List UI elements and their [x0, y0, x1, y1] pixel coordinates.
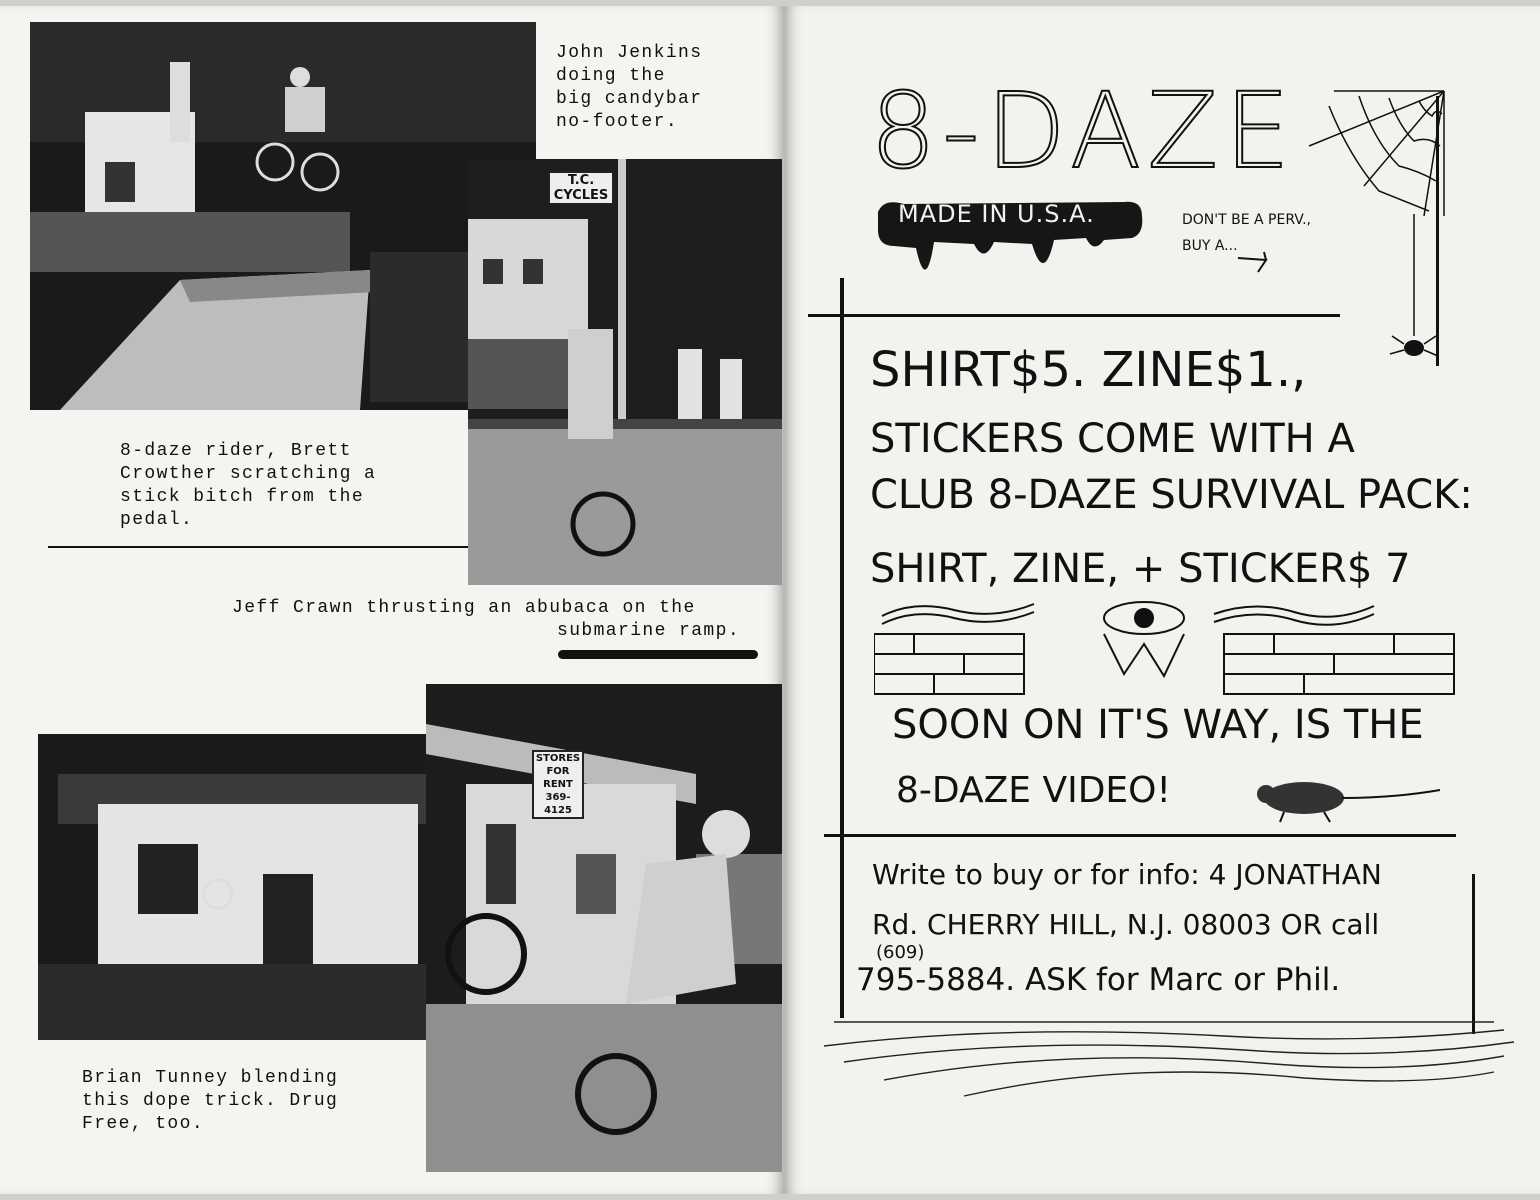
offer-line-4: SHIRT, ZINE, + STICKER$ 7: [870, 546, 1411, 592]
video-line-2: 8-DAZE VIDEO!: [896, 770, 1171, 811]
box-left-border: [840, 278, 844, 1018]
offer-line-1: SHIRT$5. ZINE$1.,: [870, 342, 1307, 398]
made-in-usa-text: MADE IN U.S.A.: [898, 200, 1095, 228]
rat-icon: [1244, 768, 1444, 824]
caption-jeff-crawn-line2: submarine ramp.: [557, 621, 741, 641]
photo-john-jenkins-scene: [30, 22, 536, 410]
snake-eye-brick-doodle: [874, 594, 1474, 704]
photo-brian-tunney-scene: [38, 734, 430, 1040]
arrow-icon: [1236, 246, 1276, 276]
caption-brian-tunney: Brian Tunney blending this dope trick. Drug Free, too.: [82, 1068, 339, 1134]
caption-jeff-crawn-line1: Jeff Crawn thrusting an abubaca on the: [232, 598, 696, 618]
photo-john-jenkins: [30, 22, 536, 410]
photo-brett-crowther-scene: [468, 159, 782, 585]
box-right-lower-border: [1472, 874, 1475, 1034]
sign-tc-cycles: T.C. CYCLES: [548, 171, 614, 205]
caption-john-jenkins: John Jenkins doing the big candybar no-footer.: [556, 43, 703, 132]
contact-line-3: 795-5884. ASK for Marc or Phil.: [856, 962, 1341, 998]
right-page: [784, 6, 1540, 1194]
box-mid-line: [824, 834, 1456, 837]
photo-stores-scene: [426, 684, 782, 1172]
spider-web-icon: [1304, 86, 1454, 366]
box-right-border: [1436, 96, 1439, 366]
sign-stores-for-rent: STORES FOR RENT 369-4125: [532, 750, 584, 819]
offer-line-3: CLUB 8-DAZE SURVIVAL PACK:: [870, 472, 1473, 518]
contact-area-code: (609): [876, 942, 925, 963]
photo-stores-for-rent: [426, 684, 782, 1172]
divider-line: [48, 546, 468, 548]
zine-title: 8-DAZE: [870, 70, 1297, 192]
offer-line-2: STICKERS COME WITH A: [870, 416, 1355, 462]
box-top-line: [808, 314, 1340, 317]
caption-brett-crowther: 8-daze rider, Brett Crowther scratching a stick bitch from the pedal.: [120, 441, 377, 530]
photo-brian-tunney: [38, 734, 430, 1040]
tagline-line2: BUY A...: [1182, 238, 1238, 254]
photo-brett-crowther: [468, 159, 782, 585]
tagline-line1: DON'T BE A PERV.,: [1182, 212, 1311, 228]
spider-icon: [1390, 336, 1438, 356]
contact-line-1: Write to buy or for info: 4 JONATHAN: [872, 858, 1382, 891]
ink-smear: [558, 650, 758, 659]
video-line-1: SOON ON IT'S WAY, IS THE: [892, 702, 1424, 748]
floor-scratches: [804, 1016, 1524, 1106]
left-page: [0, 6, 784, 1194]
contact-line-2: Rd. CHERRY HILL, N.J. 08003 OR call: [872, 908, 1380, 941]
